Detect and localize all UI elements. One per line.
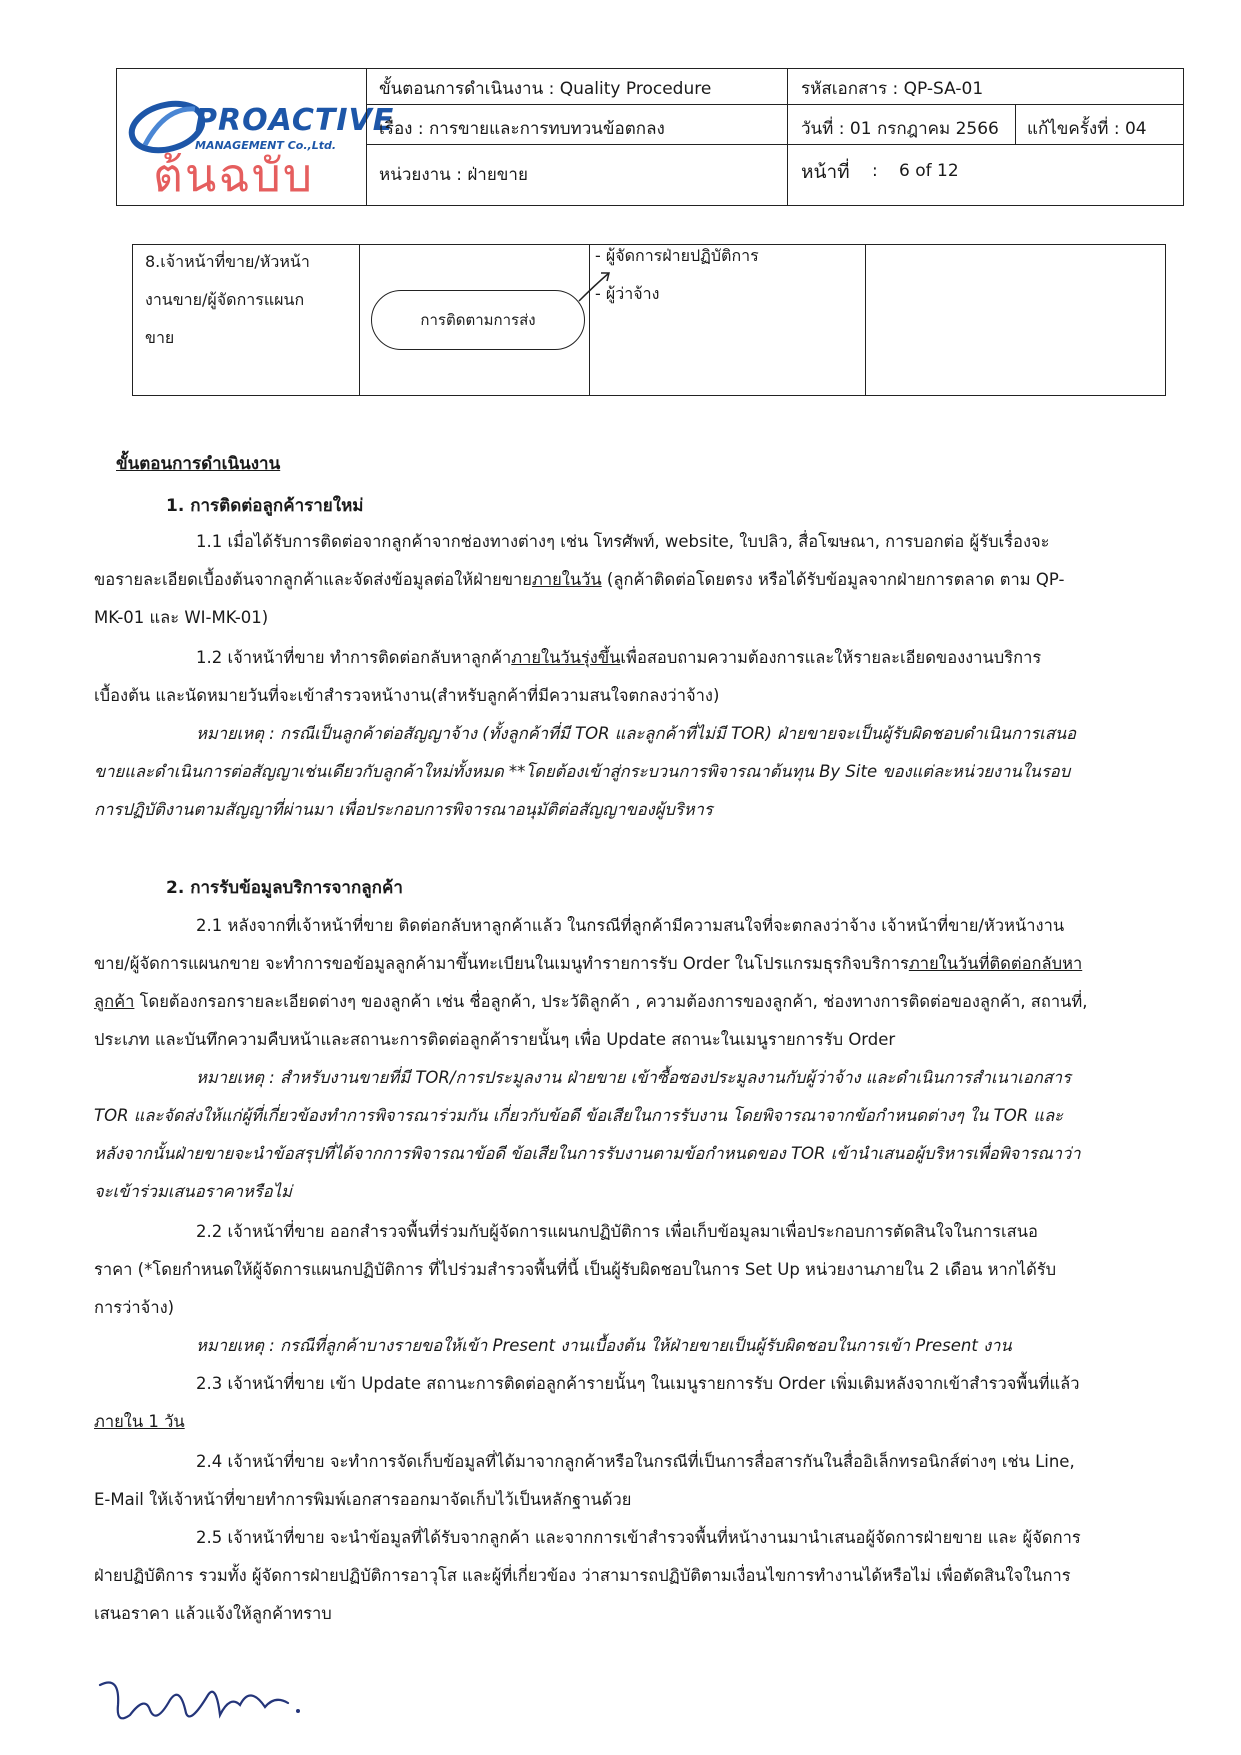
flow-step-label: การติดตามการส่ง <box>420 311 536 329</box>
revision-number: แก้ไขครั้งที่ : 04 <box>1027 119 1147 139</box>
section-title: ขั้นตอนการดำเนินงาน <box>116 454 281 474</box>
note-2-line: TOR และจัดส่งให้แก่ผู้ที่เกี่ยวข้องทำการพิจารณาร่วมกัน เกี่ยวกับข้อดี ข้อเสียในการรับงาน โดยพิจารณาจากข้อกำหนดต่างๆ ใน TOR และ <box>94 1106 1064 1125</box>
department: หน่วยงาน : ฝ่ายขาย <box>379 165 528 185</box>
flow-divider <box>359 245 360 395</box>
responsible-line: ขาย <box>145 328 175 347</box>
flow-table-row <box>132 244 1166 396</box>
company-logo <box>125 83 395 202</box>
responsible-party <box>145 243 310 357</box>
original-stamp: ต้นฉบับ <box>153 148 315 202</box>
procedure-title: ขั้นตอนการดำเนินงาน : Quality Procedure <box>379 79 712 99</box>
header-divider <box>366 144 1183 145</box>
para-2-5-line: ฝ่ายปฏิบัติการ รวมทั้ง ผู้จัดการฝ่ายปฏิบัติการอาวุโส และผู้ที่เกี่ยวข้อง ว่าสามารถปฏิบัติตามเงื่อนไขการทำงานได้หรือไม่ เพื่อตัดสินใจในการ <box>94 1566 1071 1585</box>
note-1-line: ขายและดำเนินการต่อสัญญาเช่นเดียวกับลูกค้าใหม่ทั้งหมด **โดยต้องเข้าสู่กระบวนการพิจารณาต้นทุน By Site ของแต่ละหน่วยงานในรอบ <box>94 762 1071 781</box>
note-1-line: การปฏิบัติงานตามสัญญาที่ผ่านมา เพื่อประกอบการพิจารณาอนุมัติต่อสัญญาของผู้บริหาร <box>94 800 713 819</box>
logo-subtext: MANAGEMENT Co.,Ltd. <box>195 139 337 152</box>
note-2-line: หมายเหตุ : สำหรับงานขายที่มี TOR/การประมูลงาน ฝ่ายขาย เข้าซื้อซองประมูลงานกับผู้ว่าจ้าง และดำเนินการสำเนาเอกสาร <box>196 1068 1071 1087</box>
header-divider <box>787 69 788 205</box>
related-line: - ผู้จัดการฝ่ายปฏิบัติการ <box>595 246 759 265</box>
para-2-4-line: E-Mail ให้เจ้าหน้าที่ขายทำการพิมพ์เอกสารออกมาจัดเก็บไว้เป็นหลักฐานด้วย <box>94 1490 632 1509</box>
document-header <box>116 68 1184 206</box>
document-date: วันที่ : 01 กรกฎาคม 2566 <box>801 119 999 139</box>
para-2-3-line: 2.3 เจ้าหน้าที่ขาย เข้า Update สถานะการติดต่อลูกค้ารายนั้นๆ ในเมนูรายการรับ Order เพิ่มเติมหลังจากเข้าสำรวจพื้นที่แล้ว <box>196 1374 1080 1393</box>
responsible-line: 8.เจ้าหน้าที่ขาย/หัวหน้า <box>145 252 310 271</box>
flow-divider <box>865 245 866 395</box>
note-1-line: หมายเหตุ : กรณีเป็นลูกค้าต่อสัญญาจ้าง (ทั้งลูกค้าที่มี TOR และลูกค้าที่ไม่มี TOR) ฝ่ายขายจะเป็นผู้รับผิดชอบดำเนินการเสนอ <box>196 724 1077 743</box>
logo-text: PROACTIVE <box>195 103 395 138</box>
para-2-4-line: 2.4 เจ้าหน้าที่ขาย จะทำการจัดเก็บข้อมูลที่ได้มาจากลูกค้าหรือในกรณีที่เป็นการสื่อสารกันในสื่ออิเล็กทรอนิกส์ต่างๆ เช่น Line, <box>196 1452 1075 1471</box>
para-2-2-line: ราคา (*โดยกำหนดให้ผู้จัดการแผนกปฏิบัติการ ที่ไปร่วมสำรวจพื้นที่นี้ เป็นผู้รับผิดชอบในการ Set Up หน่วยงานภายใน 2 เดือน หากได้รับ <box>94 1260 1057 1279</box>
para-2-3-line: ภายใน 1 วัน <box>94 1412 185 1431</box>
related-parties <box>595 237 759 313</box>
document-code: รหัสเอกสาร : QP-SA-01 <box>801 79 984 99</box>
note-2-line: หลังจากนั้นฝ่ายขายจะนำข้อสรุปที่ได้จากการพิจารณาข้อดี ข้อเสียในการรับงานตามข้อกำหนดของ TOR เข้านำเสนอผู้บริหารเพื่อพิจารณาว่า <box>94 1144 1081 1163</box>
para-1-1-line: MK-01 และ WI-MK-01) <box>94 608 269 627</box>
para-2-1-line: ลูกค้า โดยต้องกรอกรายละเอียดต่างๆ ของลูกค้า เช่น ชื่อลูกค้า, ประวัติลูกค้า , ความต้องการของลูกค้า, ช่องทางการติดต่อของลูกค้า, สถานที่, <box>94 992 1088 1011</box>
para-1-2-line: เบื้องต้น และนัดหมายวันที่จะเข้าสำรวจหน้างาน(สำหรับลูกค้าที่มีความสนใจตกลงว่าจ้าง) <box>94 686 720 705</box>
note-2-line: จะเข้าร่วมเสนอราคาหรือไม่ <box>94 1182 292 1201</box>
para-1-1-line: 1.1 เมื่อได้รับการติดต่อจากลูกค้าจากช่องทางต่างๆ เช่น โทรศัพท์, website, ใบปลิว, สื่อโฆษณา, การบอกต่อ ผู้รับเรื่องจะ <box>196 532 1050 551</box>
flow-step-terminator <box>371 290 585 350</box>
document-subject: เรื่อง : การขายและการทบทวนข้อตกลง <box>379 119 665 139</box>
responsible-line: งานขาย/ผู้จัดการแผนก <box>145 290 305 309</box>
section-2-heading: 2. การรับข้อมูลบริการจากลูกค้า <box>166 878 403 898</box>
page-label: หน้าที่ <box>801 161 850 183</box>
page-separator: : <box>872 161 878 181</box>
para-2-1-line: 2.1 หลังจากที่เจ้าหน้าที่ขาย ติดต่อกลับหาลูกค้าแล้ว ในกรณีที่ลูกค้ามีความสนใจที่จะตกลงว่าจ้าง เจ้าหน้าที่ขาย/หัวหน้างาน <box>196 916 1065 935</box>
para-2-2-line: 2.2 เจ้าหน้าที่ขาย ออกสำรวจพื้นที่ร่วมกับผู้จัดการแผนกปฏิบัติการ เพื่อเก็บข้อมูลมาเพื่อประกอบการตัดสินใจในการเสนอ <box>196 1222 1038 1241</box>
para-2-1-line: ขาย/ผู้จัดการแผนกขาย จะทำการขอข้อมูลลูกค้ามาขึ้นทะเบียนในเมนูทำรายการรับ Order ในโปรแกรมธุรกิจบริการภายในวันที่ติดต่อกลับหา <box>94 954 1083 973</box>
note-2-2: หมายเหตุ : กรณีที่ลูกค้าบางรายขอให้เข้า Present งานเบื้องต้น ให้ฝ่ายขายเป็นผู้รับผิดชอบในการเข้า Present งาน <box>196 1336 1012 1355</box>
header-divider <box>366 69 367 205</box>
para-2-5-line: เสนอราคา แล้วแจ้งให้ลูกค้าทราบ <box>94 1604 332 1623</box>
section-1-heading: 1. การติดต่อลูกค้ารายใหม่ <box>166 496 364 516</box>
para-2-2-line: การว่าจ้าง) <box>94 1298 175 1317</box>
para-1-2-line: 1.2 เจ้าหน้าที่ขาย ทำการติดต่อกลับหาลูกค้าภายในวันรุ่งขึ้นเพื่อสอบถามความต้องการและให้รายละเอียดของงานบริการ <box>196 648 1042 667</box>
header-divider <box>1015 104 1016 144</box>
header-divider <box>366 104 1183 105</box>
signature-icon <box>90 1655 330 1735</box>
related-line: - ผู้ว่าจ้าง <box>595 284 660 303</box>
para-1-1-line: ขอรายละเอียดเบื้องต้นจากลูกค้าและจัดส่งข้อมูลต่อให้ฝ่ายขายภายในวัน (ลูกค้าติดต่อโดยตรง หรือได้รับข้อมูลจากฝ่ายการตลาด ตาม QP- <box>94 570 1065 589</box>
para-2-1-line: ประเภท และบันทึกความคืบหน้าและสถานะการติดต่อลูกค้ารายนั้นๆ เพื่อ Update สถานะในเมนูรายการรับ Order <box>94 1030 896 1049</box>
para-2-5-line: 2.5 เจ้าหน้าที่ขาย จะนำข้อมูลที่ได้รับจากลูกค้า และจากการเข้าสำรวจพื้นที่หน้างานมานำเสนอผู้จัดการฝ่ายขาย และ ผู้จัดการ <box>196 1528 1081 1547</box>
page-number: 6 of 12 <box>899 161 959 181</box>
